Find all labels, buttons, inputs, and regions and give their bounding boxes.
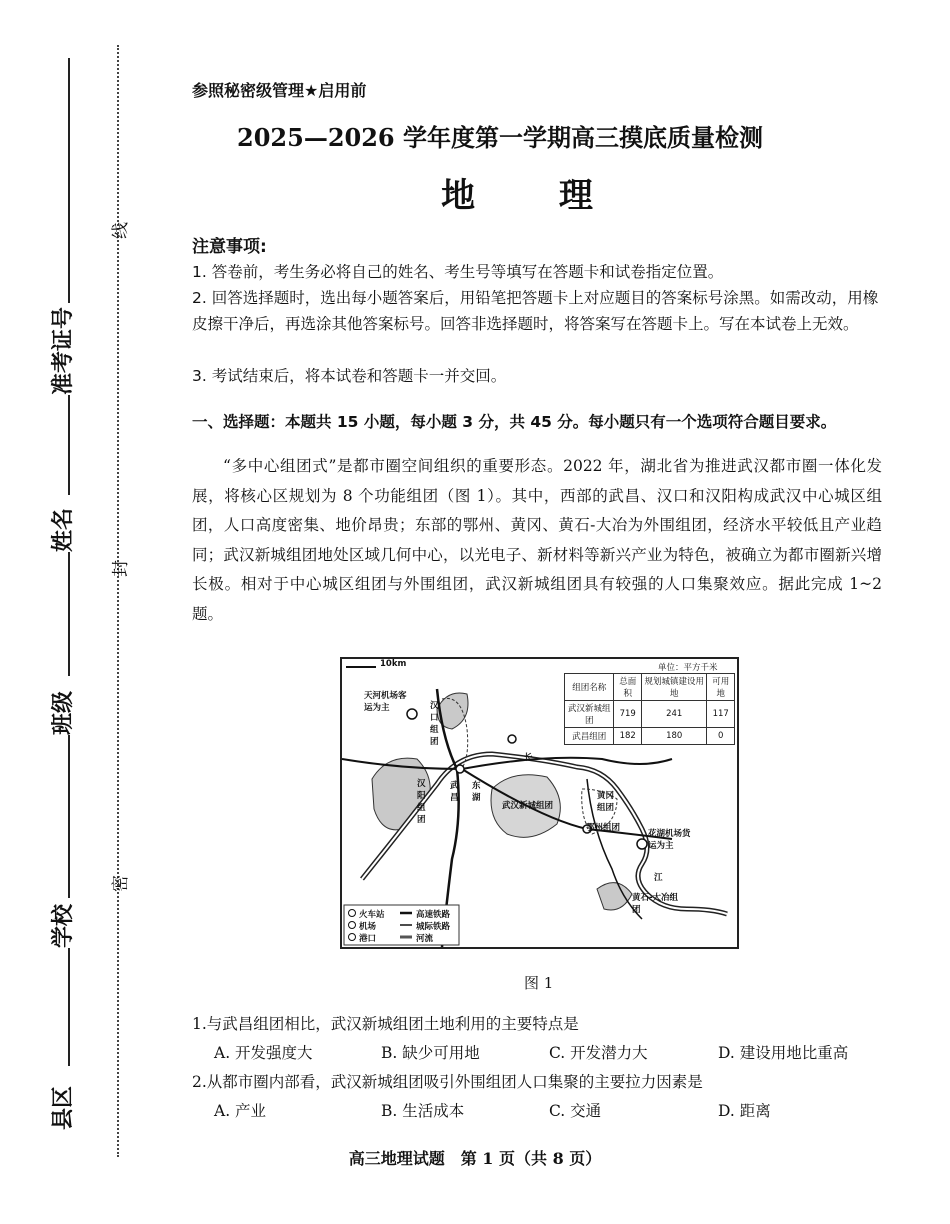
seal-char-line: 线: [111, 222, 131, 239]
label-hanyang: 汉阳组团: [417, 779, 426, 825]
notice-item-2: 2. 回答选择题时，选出每小题答案后，用铅笔把答题卡上对应题目的答案标号涂黑。如需改动，用橡皮擦干净后，再选涂其他答案标号。回答非选择题时，将答案写在答题卡上。写在本试卷上无效。: [192, 289, 879, 333]
school-label: 学校: [51, 903, 76, 948]
margin-line: [68, 395, 70, 495]
legend-hsr-text: 高速铁路: [416, 910, 451, 920]
table-header-cell: 可用地: [707, 674, 735, 701]
legend-port-text: 港口: [359, 934, 377, 944]
table-cell: 182: [614, 728, 642, 745]
legend-river-text: 河流: [416, 934, 434, 944]
station-icon: [456, 765, 464, 773]
port-icon: [508, 735, 516, 743]
lake-huangshi: [597, 883, 632, 910]
table-cell: 117: [707, 701, 735, 728]
notice-item-1: 1. 答卷前，考生务必将自己的姓名、考生号等填写在答题卡和试卷指定位置。: [192, 263, 724, 281]
margin-line: [68, 735, 70, 898]
legend-station-text: 火车站: [359, 910, 385, 920]
question-2-stem: 2.从都市圈内部看，武汉新城组团吸引外围组团人口集聚的主要拉力因素是: [192, 1073, 703, 1091]
legend-intercity-text: 城际铁路: [416, 922, 451, 932]
unit-label: 单位：平方千米: [658, 663, 718, 673]
table-header-cell: 规划城镇建设用地: [641, 674, 706, 701]
subject-title: 地 理: [441, 176, 629, 216]
table-cell: 180: [641, 728, 706, 745]
question-2-option-a: A. 产业: [214, 1102, 267, 1120]
exam-number-label: 准考证号: [51, 306, 76, 395]
exam-title: 2025—2026 学年度第一学期高三摸底质量检测: [237, 123, 763, 152]
table-cell: 武汉新城组团: [565, 701, 614, 728]
label-donghu: 东湖: [472, 781, 481, 803]
table-cell: 0: [707, 728, 735, 745]
figure-caption: 图 1: [524, 974, 554, 992]
label-tianhe-airport: 天河机场客运为主: [364, 691, 407, 713]
seal-char-seal: 封: [111, 560, 131, 577]
county-label: 县区: [51, 1085, 76, 1130]
table-row: [565, 701, 735, 728]
question-2-option-b: B. 生活成本: [381, 1102, 465, 1120]
table-header-cell: 总面积: [614, 674, 642, 701]
table-cell: 719: [614, 701, 642, 728]
label-hankou: 汉口组团: [430, 701, 439, 747]
label-huahu-airport: 花湖机场货运为主: [648, 829, 691, 851]
passage: “多中心组团式”是都市圈空间组织的重要形态。2022 年，湖北省为推进武汉都市圈一体化发展，将核心区规划为 8 个功能组团（图 1）。其中，西部的武昌、汉口和汉阳构成武汉中心城区组团，人口高度密集、地价昂贵；东部的鄂州、黄冈、黄石-大冶为外围组团，经济水平较低且产业趋同；武汉新城组团地处区域几何中心，以光电子、新材料等新兴产业为特色，被确立为都市圈新兴增长极。相对于中心城区组团与外围组团，武汉新城组团具有较强的人口集聚效应。据此完成 1~2 题。: [192, 457, 882, 623]
land-use-table: [564, 673, 735, 745]
name-label: 姓名: [51, 507, 76, 552]
question-1-stem: 1.与武昌组团相比，武汉新城组团土地利用的主要特点是: [192, 1015, 579, 1033]
label-huanggang: 黄冈组团: [597, 791, 615, 813]
question-1-option-c: C. 开发潜力大: [549, 1044, 648, 1062]
legend-airport-icon: [349, 922, 356, 929]
label-wuchang: 武昌: [450, 781, 459, 803]
margin-line: [68, 552, 70, 676]
label-xincheng: 武汉新城组团: [502, 801, 554, 811]
table-cell: 241: [641, 701, 706, 728]
page-footer: 高三地理试题 第 1 页（共 8 页）: [348, 1149, 602, 1168]
label-ezhou: 鄂州组团: [586, 823, 621, 833]
question-2-option-c: C. 交通: [549, 1102, 602, 1120]
class-label: 班级: [51, 690, 76, 735]
table-cell: 武昌组团: [565, 728, 614, 745]
question-1-option-a: A. 开发强度大: [214, 1044, 313, 1062]
label-jiang: 江: [654, 873, 663, 883]
notice-heading: 注意事项:: [192, 237, 267, 257]
table-header-row: [565, 674, 735, 701]
airport-icon: [637, 839, 647, 849]
scale-label: 10km: [380, 659, 407, 669]
legend-airport-text: 机场: [359, 922, 377, 932]
figure-map: [340, 657, 739, 949]
label-changjiang: 长: [524, 753, 533, 763]
table-header-cell: 组团名称: [565, 674, 614, 701]
section-heading: 一、选择题：本题共 15 小题，每小题 3 分，共 45 分。每小题只有一个选项符合题目要求。: [192, 413, 837, 431]
label-huangshi: 黄石-大冶组团: [632, 893, 679, 915]
seal-char-secret: 密: [111, 875, 131, 892]
confidential-note: 参照秘密级管理★启用前: [192, 81, 367, 100]
legend-station-icon: [349, 910, 356, 917]
question-2-option-d: D. 距离: [718, 1102, 771, 1120]
margin-line: [68, 948, 70, 1066]
legend-port-icon: [349, 934, 356, 941]
question-1-option-b: B. 缺少可用地: [381, 1044, 480, 1062]
table-row: [565, 728, 735, 745]
question-1-option-d: D. 建设用地比重高: [718, 1044, 849, 1062]
notice-item-3: 3. 考试结束后，将本试卷和答题卡一并交回。: [192, 367, 507, 385]
